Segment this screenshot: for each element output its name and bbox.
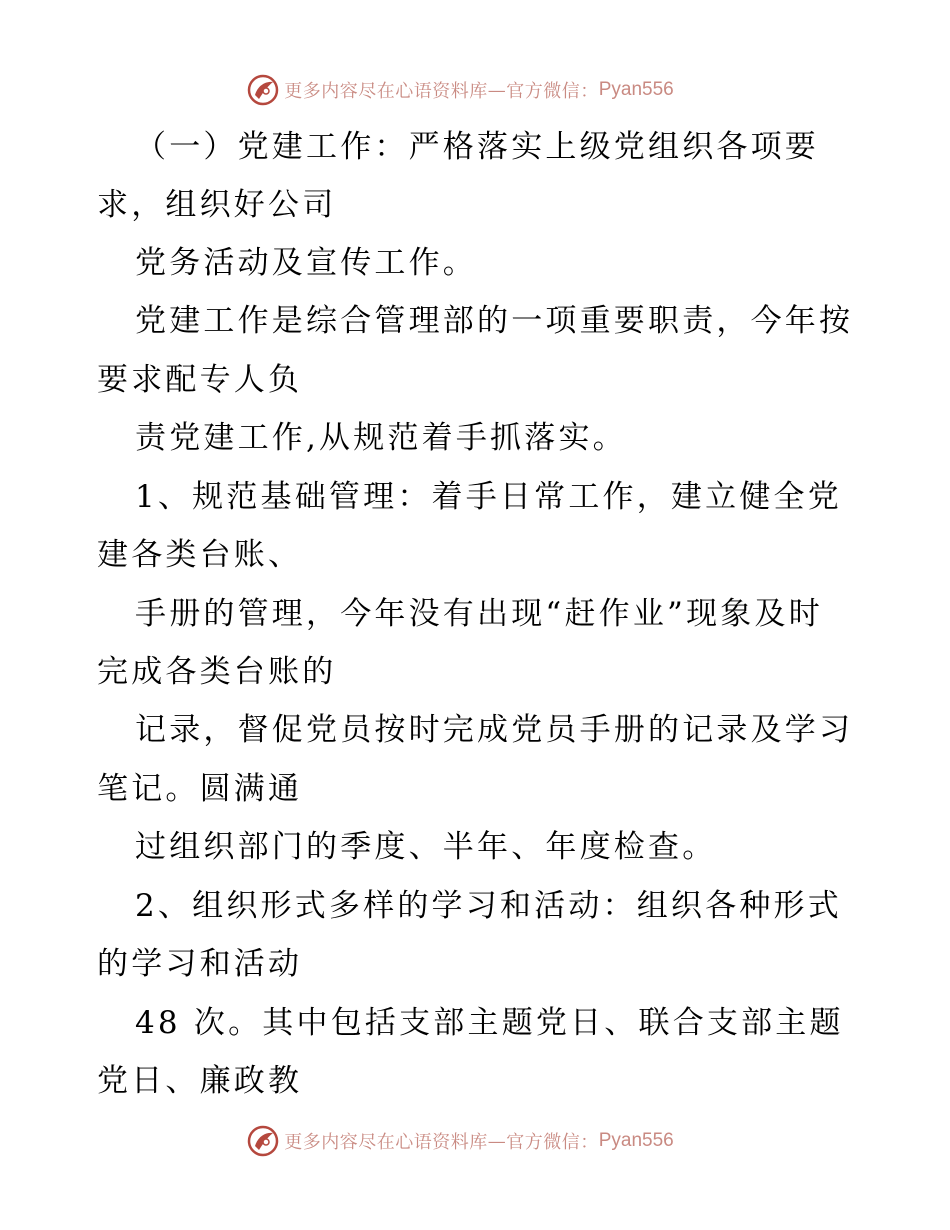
watermark-wechat-id: Pyan556 — [598, 1130, 674, 1151]
brand-logo-icon — [246, 73, 280, 107]
doc-line: 党建工作是综合管理部的一项重要职责，今年按 — [135, 303, 854, 339]
doc-line: 责党建工作,从规范着手抓落实。 — [135, 420, 627, 456]
doc-line: 笔记。圆满通 — [97, 771, 303, 807]
header-watermark — [0, 70, 950, 110]
doc-line: （一）党建工作：严格落实上级党组织各项要 — [135, 129, 819, 165]
doc-line: 党日、廉政教 — [97, 1063, 303, 1099]
doc-line: 完成各类台账的 — [97, 654, 337, 690]
doc-line: 2、组织形式多样的学习和活动：组织各种形式 — [135, 888, 842, 924]
watermark-brand-text: 更多内容尽在心语资料库 — [284, 1132, 488, 1153]
footer-watermark — [0, 1121, 950, 1161]
doc-line: 手册的管理，今年没有出现“赶作业”现象及时 — [135, 596, 823, 632]
watermark-wechat-id: Pyan556 — [598, 79, 674, 100]
doc-line: 记录，督促党员按时完成党员手册的记录及学习 — [135, 712, 854, 748]
doc-line: 过组织部门的季度、半年、年度检查。 — [135, 829, 717, 865]
watermark-separator: — — [487, 1130, 507, 1152]
doc-line: 1、规范基础管理：着手日常工作，建立健全党 — [135, 479, 842, 515]
doc-line: 要求配专人负 — [97, 362, 303, 398]
watermark-wechat-label: 官方微信： — [506, 1132, 599, 1153]
watermark-brand-text: 更多内容尽在心语资料库 — [284, 81, 488, 102]
watermark-wechat-label: 官方微信： — [506, 81, 599, 102]
doc-line: 的学习和活动 — [97, 946, 303, 982]
doc-line: 48 次。其中包括支部主题党日、联合支部主题 — [135, 1005, 844, 1041]
doc-line: 党务活动及宣传工作。 — [135, 245, 477, 281]
brand-logo-icon — [246, 1124, 280, 1158]
watermark-separator: — — [487, 79, 507, 101]
doc-line: 求，组织好公司 — [97, 187, 337, 223]
doc-line: 建各类台账、 — [97, 537, 303, 573]
